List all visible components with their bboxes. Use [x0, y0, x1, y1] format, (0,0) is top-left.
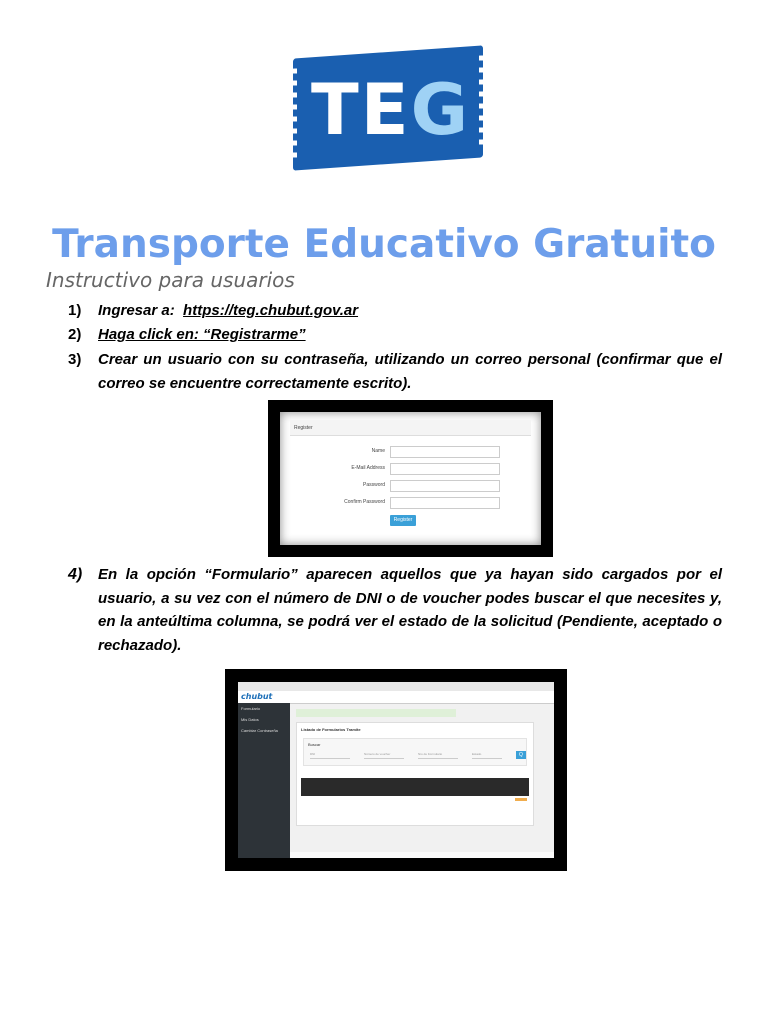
app-sidebar: [238, 703, 290, 858]
formularios-panel: [296, 722, 534, 826]
panel-title: Listado de Formularios Tramite: [301, 727, 361, 732]
name-field: Name: [290, 446, 525, 458]
status-badge: [515, 798, 527, 801]
step-number: 1): [68, 302, 82, 319]
success-alert: [296, 709, 456, 717]
teg-logo: [289, 44, 489, 174]
sidebar-item-formulario: Formulario: [241, 706, 261, 711]
table-row: [301, 796, 529, 816]
sidebar-item-password: Cambiar Contraseña: [241, 728, 278, 733]
step-text: Ingresar a:: [98, 302, 175, 319]
step-4: [68, 563, 722, 657]
step-3: [68, 348, 722, 395]
sidebar-item-mis-datos: Mis Datos: [241, 717, 259, 722]
form-number-field: Nro de Formulario: [418, 752, 458, 759]
page-title: Transporte Educativo Gratuito: [52, 222, 716, 267]
search-label: Buscar: [308, 742, 321, 747]
register-screenshot: [268, 400, 553, 557]
password-field: Password: [290, 480, 525, 492]
step-2: [68, 323, 722, 347]
search-box: [303, 738, 527, 766]
step-number: 2): [68, 326, 82, 343]
status-select: Estado: [472, 752, 502, 759]
teg-link[interactable]: https://teg.chubut.gov.ar: [183, 302, 359, 319]
page-subtitle: Instructivo para usuarios: [46, 268, 295, 292]
search-button: Q: [516, 751, 526, 759]
step-number: 4): [68, 566, 83, 583]
chubut-logo: chubut: [241, 692, 273, 701]
app-footer: [290, 852, 554, 858]
logo-text: TEG: [311, 69, 471, 151]
register-header: Register: [290, 420, 531, 436]
dni-field: DNI: [310, 752, 350, 759]
step-text: Haga click en: “Registrarme”: [98, 326, 306, 343]
confirm-password-field: Confirm Password: [290, 497, 525, 509]
step-1: [68, 299, 722, 323]
table-header: [301, 778, 529, 796]
register-button: Register: [390, 515, 416, 526]
browser-bar: [238, 682, 554, 691]
step-text: En la opción “Formulario” aparecen aquellos que ya hayan sido cargados por el usuario, a su vez con el número de DNI o de voucher podes buscar el que necesites y, en la anteúltima columna, se podrá ver el estado de la solicitud (Pendiente, aceptado o rechazado).: [98, 566, 722, 654]
step-text: Crear un usuario con su contraseña, utilizando un correo personal (confirmar que el correo se encuentre correctamente escrito).: [98, 351, 722, 392]
email-field: E-Mail Address: [290, 463, 525, 475]
voucher-field: Número de voucher: [364, 752, 404, 759]
formulario-screenshot: [225, 669, 567, 871]
step-number: 3): [68, 351, 82, 368]
